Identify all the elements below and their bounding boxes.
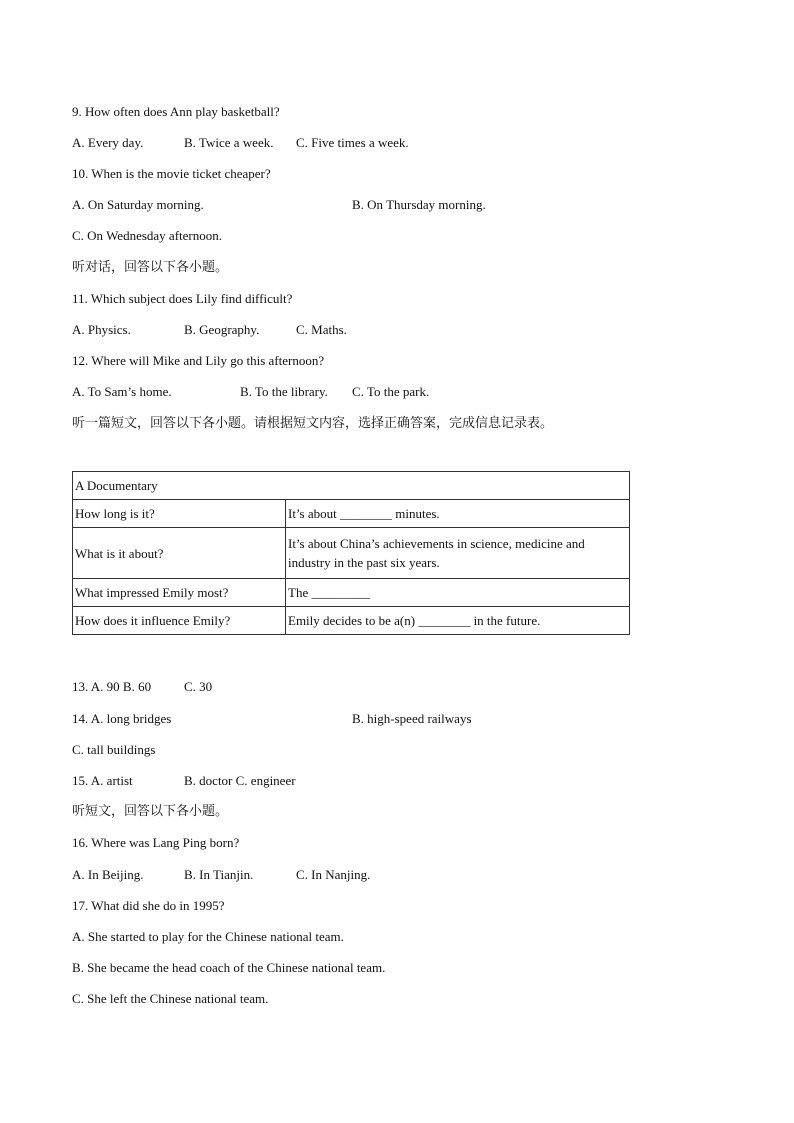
- q9-option-a: A. Every day.: [72, 135, 144, 150]
- table-row: [73, 528, 630, 579]
- question-14: 14. A. long bridges: [72, 711, 172, 726]
- section-heading-dialogue: 听对话，回答以下各小题。: [72, 260, 229, 275]
- table-cell-question: How does it influence Emily?: [73, 607, 286, 635]
- q10-option-a: A. On Saturday morning.: [72, 197, 204, 212]
- q14-option-c: C. tall buildings: [72, 742, 156, 757]
- q17-option-c: C. She left the Chinese national team.: [72, 991, 269, 1006]
- table-cell-question: What impressed Emily most?: [73, 579, 286, 607]
- question-17: 17. What did she do in 1995?: [72, 898, 225, 913]
- q12-option-a: A. To Sam’s home.: [72, 384, 172, 399]
- question-10: 10. When is the movie ticket cheaper?: [72, 166, 271, 181]
- table-row: [73, 500, 630, 528]
- q12-option-c: C. To the park.: [352, 384, 430, 399]
- table-row: [73, 607, 630, 635]
- info-record-table: [72, 471, 630, 635]
- q15-option-bc: B. doctor C. engineer: [184, 773, 296, 788]
- q14-option-b: B. high-speed railways: [352, 711, 472, 726]
- section-heading-passage: 听短文，回答以下各小题。: [72, 804, 229, 819]
- q12-option-b: B. To the library.: [240, 384, 328, 399]
- q9-option-c: C. Five times a week.: [296, 135, 409, 150]
- question-9: 9. How often does Ann play basketball?: [72, 104, 280, 119]
- table-title-row: [73, 472, 630, 500]
- question-12: 12. Where will Mike and Lily go this afternoon?: [72, 353, 325, 368]
- q11-option-a: A. Physics.: [72, 322, 131, 337]
- table-row: [73, 579, 630, 607]
- q11-option-c: C. Maths.: [296, 322, 347, 337]
- table-cell-answer: Emily decides to be a(n) ________ in the future.: [286, 607, 630, 635]
- table-cell-answer: The _________: [286, 579, 630, 607]
- q16-option-a: A. In Beijing.: [72, 867, 144, 882]
- q11-option-b: B. Geography.: [184, 322, 260, 337]
- table-cell-answer: It’s about China’s achievements in science, medicine and industry in the past six years.: [286, 528, 630, 579]
- question-11: 11. Which subject does Lily find difficult?: [72, 291, 293, 306]
- table-cell-question: What is it about?: [73, 528, 286, 579]
- q17-option-a: A. She started to play for the Chinese national team.: [72, 929, 344, 944]
- q13-option-c: C. 30: [184, 679, 213, 694]
- q10-option-b: B. On Thursday morning.: [352, 197, 486, 212]
- q16-option-b: B. In Tianjin.: [184, 867, 254, 882]
- table-cell-answer: It’s about ________ minutes.: [286, 500, 630, 528]
- table-title: A Documentary: [73, 472, 630, 500]
- q17-option-b: B. She became the head coach of the Chinese national team.: [72, 960, 386, 975]
- question-13: 13. A. 90 B. 60: [72, 679, 152, 694]
- question-16: 16. Where was Lang Ping born?: [72, 835, 240, 850]
- q10-option-c: C. On Wednesday afternoon.: [72, 228, 222, 243]
- question-15: 15. A. artist: [72, 773, 133, 788]
- q16-option-c: C. In Nanjing.: [296, 867, 371, 882]
- q9-option-b: B. Twice a week.: [184, 135, 274, 150]
- table-cell-question: How long is it?: [73, 500, 286, 528]
- section-heading-passage-table: 听一篇短文，回答以下各小题。请根据短文内容，选择正确答案，完成信息记录表。: [72, 416, 554, 431]
